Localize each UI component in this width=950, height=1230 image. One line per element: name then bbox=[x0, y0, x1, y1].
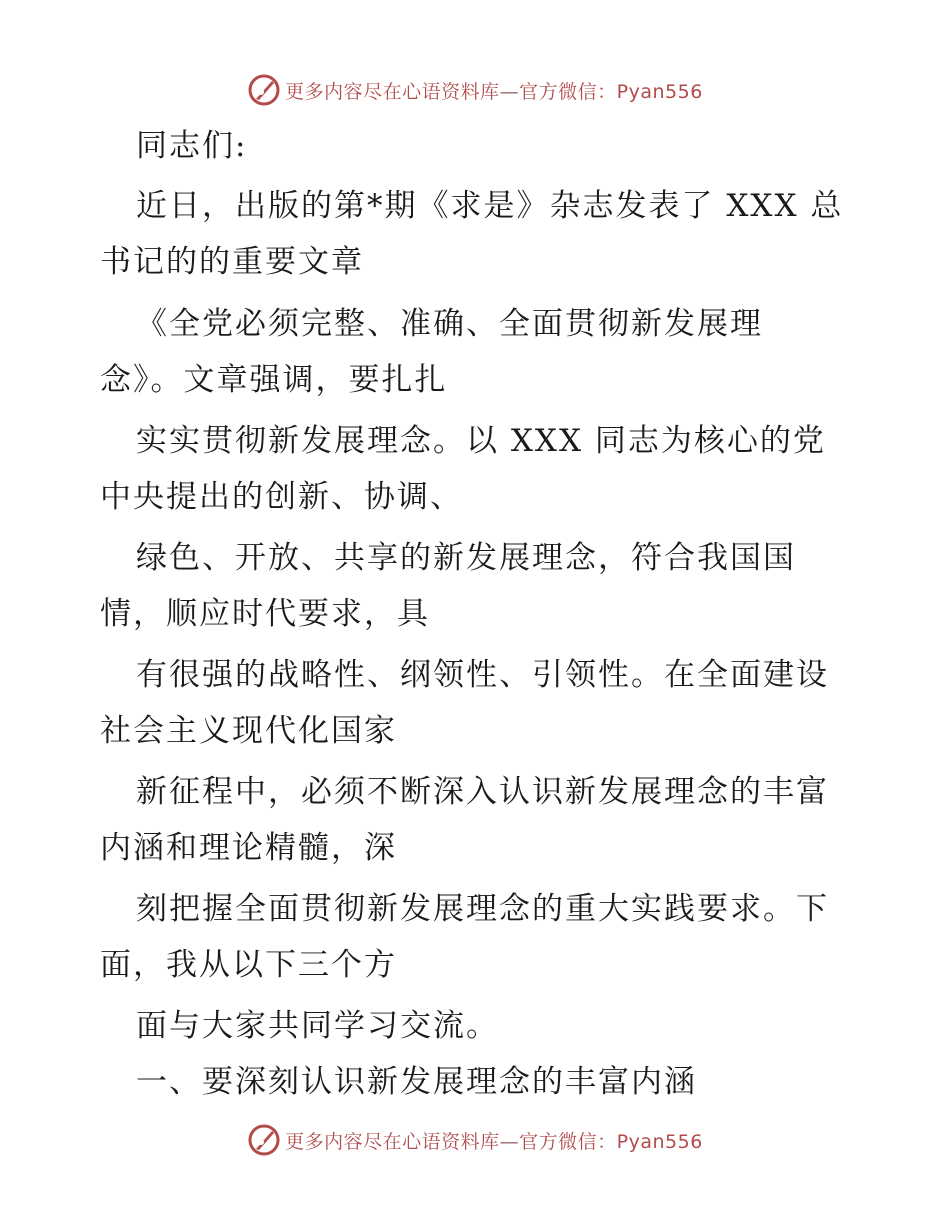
body-line: 《全党必须完整、准确、全面贯彻新发展理 bbox=[136, 306, 763, 342]
body-line: 有很强的战略性、纲领性、引领性。在全面建设 bbox=[136, 657, 829, 693]
banner-text bbox=[285, 77, 703, 104]
header-watermark-banner bbox=[0, 70, 950, 110]
section-heading: 一、要深刻认识新发展理念的丰富内涵 bbox=[136, 1064, 697, 1100]
body-line: 面与大家共同学习交流。 bbox=[136, 1008, 499, 1044]
banner-contact-text: 官方微信：Pyan556 bbox=[519, 80, 703, 103]
banner-site-text: 更多内容尽在心语资料库 bbox=[285, 1130, 500, 1153]
quill-logo-icon bbox=[247, 73, 281, 107]
body-line: 中央提出的创新、协调、 bbox=[100, 479, 463, 515]
banner-contact-text: 官方微信：Pyan556 bbox=[519, 1130, 703, 1153]
footer-watermark-banner bbox=[0, 1120, 950, 1160]
body-line: 情，顺应时代要求，具 bbox=[100, 596, 430, 632]
body-line: 书记的的重要文章 bbox=[100, 244, 364, 280]
salutation-line: 同志们: bbox=[136, 128, 248, 164]
quill-logo-icon bbox=[247, 1123, 281, 1157]
banner-separator: — bbox=[499, 1130, 520, 1153]
body-line: 刻把握全面贯彻新发展理念的重大实践要求。下 bbox=[136, 891, 829, 927]
banner-text bbox=[285, 1127, 703, 1154]
body-line: 社会主义现代化国家 bbox=[100, 713, 397, 749]
body-line: 实实贯彻新发展理念。以 XXX 同志为核心的党 bbox=[136, 423, 826, 459]
body-line: 面，我从以下三个方 bbox=[100, 947, 397, 983]
body-line: 绿色、开放、共享的新发展理念，符合我国国 bbox=[136, 540, 796, 576]
body-line: 近日，出版的第*期《求是》杂志发表了 XXX 总 bbox=[136, 188, 844, 224]
banner-site-text: 更多内容尽在心语资料库 bbox=[285, 80, 500, 103]
body-line: 内涵和理论精髓，深 bbox=[100, 830, 397, 866]
body-line: 新征程中，必须不断深入认识新发展理念的丰富 bbox=[136, 774, 829, 810]
body-line: 念》。文章强调，要扎扎 bbox=[100, 362, 448, 398]
banner-separator: — bbox=[499, 80, 520, 103]
